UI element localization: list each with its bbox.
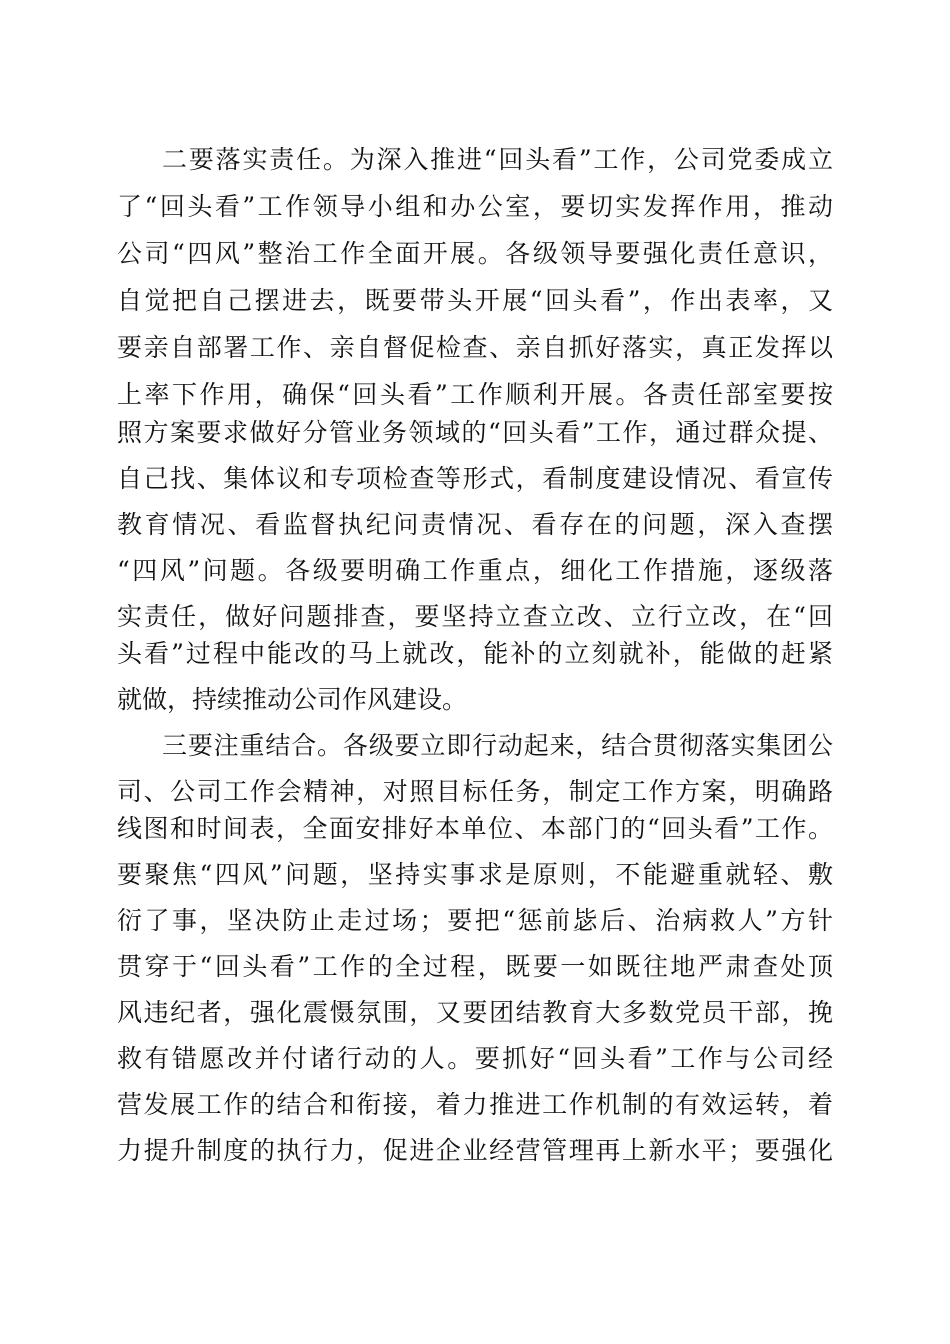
paragraph-3-line: 衍了事，坚决防止走过场；要把“惩前毖后、治病救人”方针: [117, 906, 833, 935]
paragraph-3-line: 力提升制度的执行力，促进企业经营管理再上新水平；要强化: [117, 1136, 833, 1165]
paragraph-2-line: “四风”问题。各级要明确工作重点，细化工作措施，逐级落: [117, 556, 833, 585]
paragraph-3-line: 司、公司工作会精神，对照目标任务，制定工作方案，明确路: [117, 777, 833, 806]
paragraph-3-line: 线图和时间表，全面安排好本单位、本部门的“回头看”工作。: [117, 814, 833, 843]
paragraph-2-line: 二要落实责任。为深入推进“回头看”工作，公司党委成立: [162, 145, 833, 174]
paragraph-2-line: 实责任，做好问题排查，要坚持立查立改、立行立改，在“回: [117, 602, 833, 631]
paragraph-2-line: 教育情况、看监督执纪问责情况、看存在的问题，深入查摆: [117, 510, 833, 539]
paragraph-2-line: 了“回头看”工作领导小组和办公室，要切实发挥作用，推动: [117, 192, 833, 221]
paragraph-2-line: 公司“四风”整治工作全面开展。各级领导要强化责任意识，: [117, 239, 833, 268]
paragraph-2-line: 头看”过程中能改的马上就改，能补的立刻就补，能做的赶紧: [117, 639, 833, 668]
paragraph-3-line: 救有错愿改并付诸行动的人。要抓好“回头看”工作与公司经: [117, 1044, 833, 1073]
paragraph-3-line: 贯穿于“回头看”工作的全过程，既要一如既往地严肃查处顶: [117, 952, 833, 981]
paragraph-2-line: 要亲自部署工作、亲自督促检查、亲自抓好落实，真正发挥以: [117, 333, 833, 362]
paragraph-2-line: 上率下作用，确保“回头看”工作顺利开展。各责任部室要按: [117, 380, 833, 409]
paragraph-2-line: 就做，持续推动公司作风建设。: [117, 685, 468, 714]
paragraph-3-line: 风违纪者，强化震慑氛围，又要团结教育大多数党员干部，挽: [117, 998, 833, 1027]
paragraph-3-line: 三要注重结合。各级要立即行动起来，结合贯彻落实集团公: [162, 731, 833, 760]
paragraph-2-line: 自觉把自己摆进去，既要带头开展“回头看”，作出表率，又: [117, 286, 833, 315]
paragraph-3-line: 要聚焦“四风”问题，坚持实事求是原则，不能避重就轻、敷: [117, 860, 833, 889]
paragraph-3-line: 营发展工作的结合和衔接，着力推进工作机制的有效运转，着: [117, 1090, 833, 1119]
paragraph-2-line: 照方案要求做好分管业务领域的“回头看”工作，通过群众提、: [117, 418, 833, 447]
paragraph-2-line: 自己找、集体议和专项检查等形式，看制度建设情况、看宣传: [117, 464, 833, 493]
